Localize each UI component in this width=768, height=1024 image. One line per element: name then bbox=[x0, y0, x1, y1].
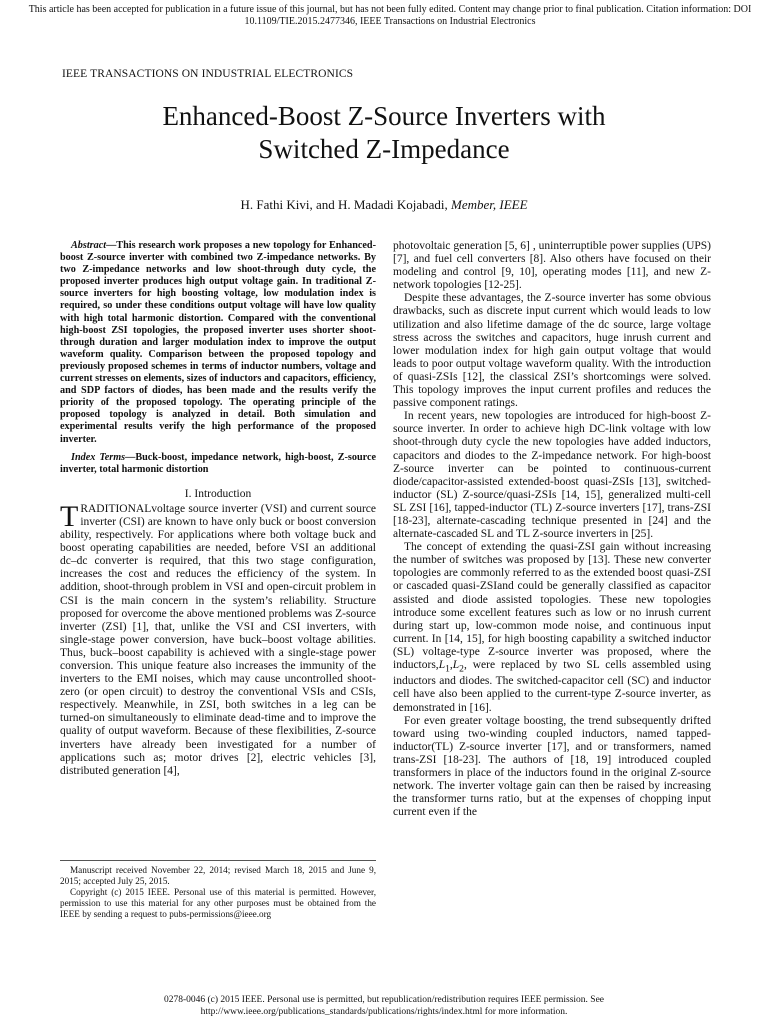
paragraph-3: In recent years, new topologies are introduced for high-boost Z-source inverter. In order to achieve high DC-link voltage with low shoot-through duty cycle the new topologies have added inductors, capacitors and diodes to the Z-impedance network. For high-boost Z-source inverter can be pointed to continuous-current diode/capacitor-assisted extended-boost quasi-ZSIs [13], switched-inductor (SL) Z-source/quasi-ZSIs [14, 15], generalized multi-cell SL ZSI [16], tapped-inductor (TL) Z-source inverters [17], trans-ZSI [18-23], alternate-cascading technique presented in [24] and the alternate-cascaded SL and TL Z-source inverters in [25]. bbox=[393, 410, 711, 541]
publication-notice bbox=[20, 4, 760, 28]
index-terms: Index Terms—Buck-boost, impedance network, high-boost, Z-source inverter, total harmonic distortion bbox=[60, 451, 376, 475]
left-column bbox=[60, 240, 376, 778]
inductor-subscript-2: 2 bbox=[459, 663, 464, 675]
paragraph-5: For even greater voltage boosting, the trend subsequently drifted toward using two-winding coupled inductors, named tapped-inductor(TL) Z-source inverter [17], and or transformers, named trans-ZSI [18-23]. The authors of [18, 19] introduced coupled transformers in place of the inductors found in the original Z-source network. The inverter voltage gain can then be raised by increasing the transformer turns ratio, but at the expenses of chopping input current even if the bbox=[393, 714, 711, 819]
footer-line-1: 0278-0046 (c) 2015 IEEE. Personal use is permitted, but republication/redistribution requires IEEE permission. See bbox=[163, 995, 605, 1005]
intro-paragraph bbox=[60, 499, 376, 778]
inductor-separator: , bbox=[449, 659, 453, 671]
journal-name: IEEE TRANSACTIONS ON INDUSTRIAL ELECTRONICS bbox=[62, 68, 354, 80]
right-column bbox=[393, 240, 711, 819]
paragraph-4-end: , were replaced by two SL cells assembled using inductors and diodes. The switched-capacitor cell (SC) and inductor cell have also been applied to the current-type Z-source inverter, as demonstrated in [16]. bbox=[393, 659, 711, 714]
footer-line-2: http://www.ieee.org/publications_standards/publications/rights/index.html for more information. bbox=[200, 1006, 568, 1017]
notice-line-2: 10.1109/TIE.2015.2477346, IEEE Transactions on Industrial Electronics bbox=[244, 16, 536, 27]
author-line bbox=[60, 197, 708, 213]
title-line-1: Enhanced-Boost Z-Source Inverters with bbox=[162, 101, 606, 131]
paragraph-2: Despite these advantages, the Z-source inverter has some obvious drawbacks, such as discrete input current which would leads to low utilization and also lifetime damage of the dc source, large voltage stress across the switches and capacitors, huge inrush current and lower modulation index for high gain output voltage that would leads to poor output voltage waveform quality. With the introduction of quasi-ZSIs [12], the classical ZSI’s shortcomings were solved. This topology improves the input current profiles and reduces the passive component ratings. bbox=[393, 292, 711, 410]
index-terms-label: Index Terms bbox=[71, 451, 126, 463]
inductor-symbol-1: L bbox=[438, 659, 446, 671]
abstract-text: This research work proposes a new topology for Enhanced-boost Z-source inverter with combined two Z-impedance networks. By two Z-impedance networks and low shoot-through duty cycle, the proposed inverter produces high output voltage gain. In traditional Z-source inverters for high boosting voltage, low modulation index is required, so under these conditions output voltage will have low quality with high total harmonic distortion. Compared with the conventional high-boost ZSI topologies, the proposed inverter uses shorter shoot-through duration and larger modulation index to improve the output waveform quality. Comparison between the proposed topology and previously proposed schemes in terms of inductor numbers, voltage and current stresses on elements, sizes of inductors and capacitors, efficiency, and SDP factors of diodes, has been made and the results verify the priority of the proposed topology. The operating principle of the proposed topology is analyzed in detail. Both simulation and experimental results verify the high performance of the proposed inverter. bbox=[60, 240, 376, 445]
paragraph-4 bbox=[393, 541, 711, 715]
footnote-copyright: Copyright (c) 2015 IEEE. Personal use of this material is permitted. However, permission to use this material for any other purposes must be obtained from the IEEE by sending a request to pubs-permissions@ieee.org bbox=[60, 887, 376, 919]
title-line-2: Switched Z-Impedance bbox=[258, 134, 510, 164]
inductor-symbol-2: L bbox=[452, 659, 460, 671]
footnote bbox=[60, 860, 376, 920]
index-terms-text: Buck-boost, impedance network, high-boost, Z-source inverter, total harmonic distortion bbox=[60, 451, 376, 475]
paper-title bbox=[60, 100, 708, 166]
intro-text: RADITIONALvoltage source inverter (VSI) and current source inverter (CSI) are known to have only buck or boost conversion ability, respectively. For applications where both voltage buck and boost operating capabilities are needed, before VSI an additional dc–dc converter is required, that this two stage configuration, increases the cost and reduces the efficiency of the system. In addition, shoot-through problem in VSI and open-circuit problem in CSI is the main concern in the system’s reliability. Structure proposed for overcome the above mentioned problems was Z-source inverter (ZSI) [1], that, unlike the VSI and CSI inverters, with single-stage power conversion, have buck–boost voltage abilities. Thus, buck–boost capability is achieved with a single-stage power conversion. This unique feature also increases the immunity of the inverters to the EMI noises, which may cause uncontrolled shoot-zero (or open circuit) to destroy the conventional VSIs and CSIs, respectively. Meanwhile, in ZSI, both switches in a leg can be turned-on simultaneously to eliminate dead-time and to improve the quality of output waveform. Because of these flexibilities, Z-source inverters have already been investigated for a number of applications such as; motor drives [2], electric vehicles [3], distributed generation [4], bbox=[60, 502, 376, 777]
section-heading: I. Introduction bbox=[184, 487, 252, 500]
drop-cap: T bbox=[60, 499, 79, 533]
paragraph-4-start: The concept of extending the quasi-ZSI gain without increasing the number of switches was proposed by [13]. These new converter topologies are commonly referred to as the extended boost quasi-ZSI or cascaded quasi-ZSIand could be generally classified as capacitor assisted and diode assisted topologies. These new topologies introduce some excellent features such as low or no inrush current during start up, low-common mode noise, and continuous input current. In [14, 15], for high boosting capability a switched inductor (SL) voltage-type Z-source inverter was proposed, where the inductors, bbox=[393, 541, 711, 671]
abstract: Abstract—This research work proposes a new topology for Enhanced-boost Z-source inverter with combined two Z-impedance networks. By two Z-impedance networks and low shoot-through duty cycle, the proposed inverter produces high output voltage gain. In traditional Z-source inverters for high boosting voltage, low modulation index is required, so under these conditions output voltage will have low quality with high total harmonic distortion. Compared with the conventional high-boost ZSI topologies, the proposed inverter uses shorter shoot-through duration and larger modulation index to improve the output waveform quality. Comparison between the proposed topology and previously proposed schemes in terms of inductor numbers, voltage and current stresses on elements, sizes of inductors and capacitors, efficiency, and SDP factors of diodes, has been made and the results verify the priority of the proposed topology. The operating principle of the proposed topology is analyzed in detail. Both simulation and experimental results verify the high performance of the proposed inverter. bbox=[60, 240, 376, 445]
abstract-label: Abstract bbox=[71, 240, 107, 251]
inductor-subscript-1: 1 bbox=[445, 663, 450, 675]
author-membership: Member, IEEE bbox=[450, 197, 528, 212]
paragraph-1: photovoltaic generation [5, 6] , uninterruptible power supplies (UPS) [7], and fuel cell converters [8]. Also others have focused on their modeling and control [9, 10], operating modes [11], and new Z-network topologies [12-25]. bbox=[393, 240, 711, 292]
page-footer bbox=[60, 995, 708, 1018]
footnote-manuscript: Manuscript received November 22, 2014; revised March 18, 2015 and June 9, 2015; accepted July 25, 2015. bbox=[60, 865, 376, 886]
notice-line-1: This article has been accepted for publication in a future issue of this journal, but has not been fully edited. Content may change prior to final publication. Citation information: DOI bbox=[28, 4, 752, 15]
author-names: H. Fathi Kivi, and H. Madadi Kojabadi, bbox=[240, 197, 451, 212]
